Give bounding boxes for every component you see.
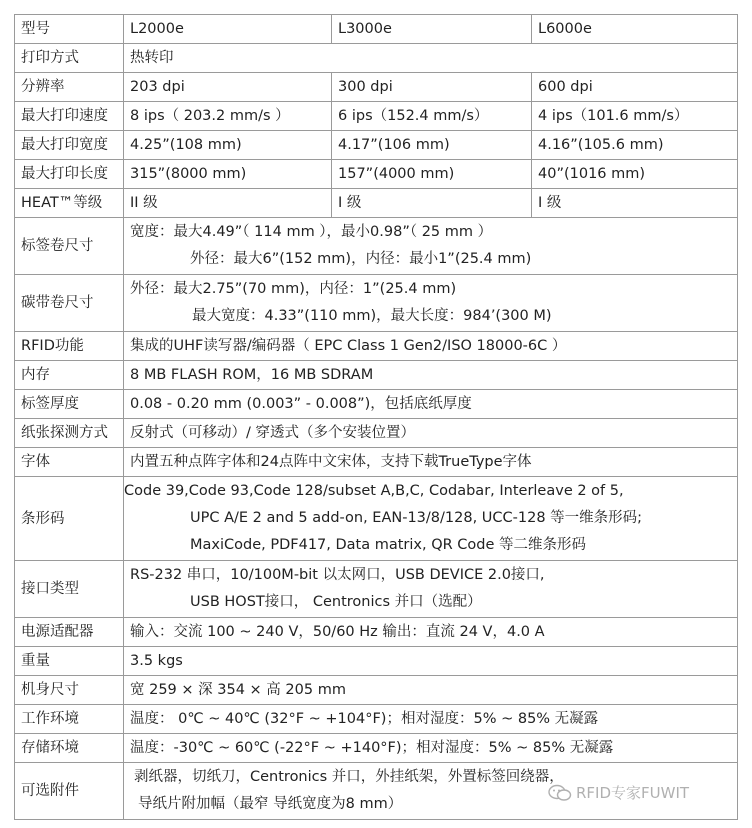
- table-row: [15, 218, 738, 275]
- row-label: 可选附件: [15, 763, 124, 820]
- row-label: 接口类型: [15, 561, 124, 618]
- cell-value: 315”(8000 mm): [124, 160, 332, 189]
- row-label: 分辨率: [15, 73, 124, 102]
- storage-env-value: 温度：-30℃ ~ 60℃ (-22°F ~ +140°F)；相对湿度：5% ~ 85% 无凝露: [124, 734, 738, 763]
- row-label: 机身尺寸: [15, 676, 124, 705]
- dimensions-value: 宽 259 × 深 354 × 高 205 mm: [124, 676, 738, 705]
- cell-value: II 级: [124, 189, 332, 218]
- rfid-value: 集成的UHF读写器/编码器（ EPC Class 1 Gen2/ISO 18000-6C ）: [124, 332, 738, 361]
- table-row: [15, 419, 738, 448]
- barcode-value: [124, 477, 738, 561]
- table-row: [15, 160, 738, 189]
- row-label: 标签厚度: [15, 390, 124, 419]
- font-value: 内置五种点阵字体和24点阵中文宋体，支持下载TrueType字体: [124, 448, 738, 477]
- row-label: HEAT™等级: [15, 189, 124, 218]
- table-row: [15, 332, 738, 361]
- cell-value: 8 ips（ 203.2 mm/s ）: [124, 102, 332, 131]
- row-label: 存储环境: [15, 734, 124, 763]
- table-row: [15, 477, 738, 561]
- label-roll-value: [124, 218, 738, 275]
- memory-value: 8 MB FLASH ROM，16 MB SDRAM: [124, 361, 738, 390]
- text-line: 外径：最大2.75”(70 mm)，内径：1”(25.4 mm): [130, 281, 457, 297]
- table-row: [15, 275, 738, 332]
- row-label: 电源适配器: [15, 618, 124, 647]
- model-l3000e: L3000e: [332, 15, 532, 44]
- row-label: 条形码: [15, 477, 124, 561]
- weight-value: 3.5 kgs: [124, 647, 738, 676]
- ribbon-roll-value: [124, 275, 738, 332]
- table-row: [15, 73, 738, 102]
- row-label: 字体: [15, 448, 124, 477]
- row-label: 最大打印速度: [15, 102, 124, 131]
- model-l6000e: L6000e: [532, 15, 738, 44]
- row-label: RFID功能: [15, 332, 124, 361]
- table-row: [15, 561, 738, 618]
- cell-value: 4 ips（101.6 mm/s）: [532, 102, 738, 131]
- watermark: [548, 782, 689, 803]
- cell-value: 300 dpi: [332, 73, 532, 102]
- table-row-header: [15, 15, 738, 44]
- text-line: 导纸片附加幅（最窄 导纸宽度为8 mm）: [138, 796, 403, 812]
- row-label: 内存: [15, 361, 124, 390]
- cell-value: 40”(1016 mm): [532, 160, 738, 189]
- cell-value: I 级: [332, 189, 532, 218]
- table-row: [15, 189, 738, 218]
- text-line: MaxiCode, PDF417, Data matrix, QR Code 等二维条形码: [190, 537, 587, 553]
- sensor-value: 反射式（可移动）/ 穿透式（多个安装位置）: [124, 419, 738, 448]
- row-label: 工作环境: [15, 705, 124, 734]
- text-line: USB HOST接口， Centronics 并口（选配）: [190, 594, 482, 610]
- text-line: 最大宽度：4.33”(110 mm)，最大长度：984’(300 M): [192, 308, 552, 324]
- row-label: 最大打印长度: [15, 160, 124, 189]
- text-line: Code 39,Code 93,Code 128/subset A,B,C, Codabar, Interleave 2 of 5,: [124, 483, 624, 499]
- cell-value: I 级: [532, 189, 738, 218]
- interface-value: [124, 561, 738, 618]
- table-row: [15, 131, 738, 160]
- cell-value: 4.25”(108 mm): [124, 131, 332, 160]
- cell-value: 6 ips（152.4 mm/s）: [332, 102, 532, 131]
- table-row: [15, 44, 738, 73]
- row-label: 标签卷尺寸: [15, 218, 124, 275]
- wechat-icon: [548, 784, 572, 802]
- row-label: 最大打印宽度: [15, 131, 124, 160]
- operating-env-value: 温度： 0℃ ~ 40℃ (32°F ~ +104°F)；相对湿度：5% ~ 85% 无凝露: [124, 705, 738, 734]
- table-row: [15, 102, 738, 131]
- table-row: [15, 734, 738, 763]
- spec-table: [14, 14, 738, 820]
- text-line: 剥纸器，切纸刀，Centronics 并口，外挂纸架，外置标签回绕器，: [134, 769, 564, 785]
- watermark-text: RFID专家FUWIT: [576, 784, 690, 802]
- model-label: 型号: [15, 15, 124, 44]
- text-line: 宽度：最大4.49”（ 114 mm ），最小0.98”（ 25 mm ）: [130, 224, 493, 240]
- table-row: [15, 647, 738, 676]
- table-row: [15, 390, 738, 419]
- label-thickness-value: 0.08 - 0.20 mm (0.003” - 0.008”)，包括底纸厚度: [124, 390, 738, 419]
- cell-value: 203 dpi: [124, 73, 332, 102]
- table-row: [15, 361, 738, 390]
- power-value: 输入：交流 100 ~ 240 V，50/60 Hz 输出：直流 24 V，4.0 A: [124, 618, 738, 647]
- cell-value: 4.17”(106 mm): [332, 131, 532, 160]
- row-label: 打印方式: [15, 44, 124, 73]
- table-row: [15, 618, 738, 647]
- cell-value: 4.16”(105.6 mm): [532, 131, 738, 160]
- row-label: 纸张探测方式: [15, 419, 124, 448]
- table-row: [15, 676, 738, 705]
- table-row: [15, 448, 738, 477]
- print-method-value: 热转印: [124, 44, 738, 73]
- text-line: RS-232 串口，10/100M-bit 以太网口，USB DEVICE 2.0接口,: [130, 567, 545, 583]
- table-row: [15, 705, 738, 734]
- row-label: 碳带卷尺寸: [15, 275, 124, 332]
- cell-value: 600 dpi: [532, 73, 738, 102]
- text-line: UPC A/E 2 and 5 add-on, EAN-13/8/128, UCC-128 等一维条形码;: [190, 510, 643, 526]
- model-l2000e: L2000e: [124, 15, 332, 44]
- cell-value: 157”(4000 mm): [332, 160, 532, 189]
- text-line: 外径：最大6”(152 mm)，内径：最小1”(25.4 mm): [190, 251, 532, 267]
- row-label: 重量: [15, 647, 124, 676]
